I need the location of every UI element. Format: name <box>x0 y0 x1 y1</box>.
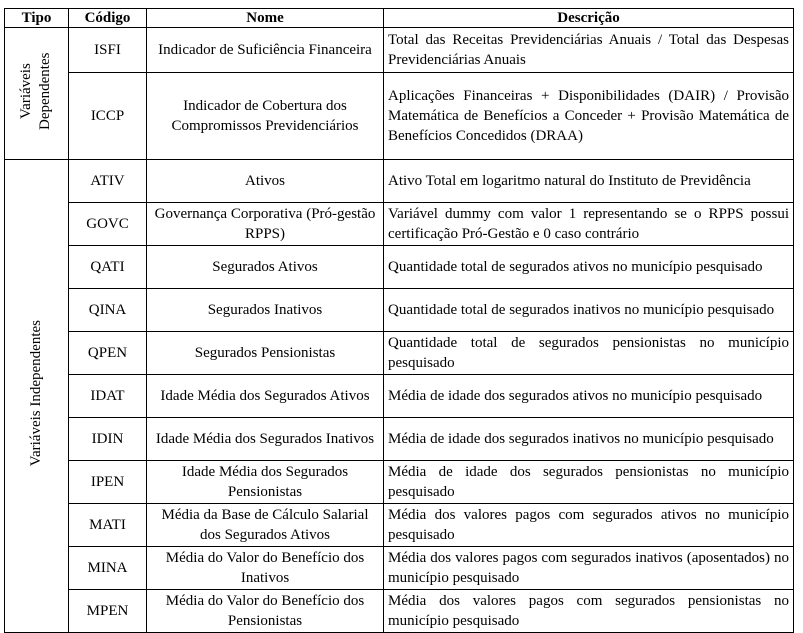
row-code: ISFI <box>69 28 147 73</box>
row-description: Quantidade total de segurados ativos no município pesquisado <box>384 246 794 289</box>
row-description: Quantidade total de segurados inativos no município pesquisado <box>384 289 794 332</box>
group-label-independent <box>5 160 69 633</box>
row-description: Média dos valores pagos com segurados pensionistas no município pesquisado <box>384 590 794 633</box>
row-code: QINA <box>69 289 147 332</box>
table-row <box>5 547 794 590</box>
row-name: Média do Valor do Benefício dos Pensionistas <box>147 590 384 633</box>
row-description: Aplicações Financeiras + Disponibilidades (DAIR) / Provisão Matemática de Benefícios a Conceder + Provisão Matemática de Benefícios Concedidos (DRAA) <box>384 73 794 160</box>
row-code: QPEN <box>69 332 147 375</box>
row-description: Média de idade dos segurados inativos no município pesquisado <box>384 418 794 461</box>
row-name: Segurados Inativos <box>147 289 384 332</box>
group-label-independent-text: Variáveis Independentes <box>28 319 44 467</box>
row-code: MINA <box>69 547 147 590</box>
row-name: Média do Valor do Benefício dos Inativos <box>147 547 384 590</box>
row-name: Segurados Ativos <box>147 246 384 289</box>
table-row <box>5 332 794 375</box>
header-tipo: Tipo <box>5 9 69 28</box>
row-code: QATI <box>69 246 147 289</box>
table-row <box>5 504 794 547</box>
table-row <box>5 246 794 289</box>
table-row <box>5 418 794 461</box>
row-name: Média da Base de Cálculo Salarial dos Segurados Ativos <box>147 504 384 547</box>
row-name: Indicador de Cobertura dos Compromissos Previdenciários <box>147 73 384 160</box>
row-code: IPEN <box>69 461 147 504</box>
row-name: Idade Média dos Segurados Ativos <box>147 375 384 418</box>
header-nome: Nome <box>147 9 384 28</box>
table-row <box>5 203 794 246</box>
table-row <box>5 375 794 418</box>
row-code: GOVC <box>69 203 147 246</box>
table-row <box>5 73 794 160</box>
header-descricao: Descrição <box>384 9 794 28</box>
row-code: MATI <box>69 504 147 547</box>
row-code: ICCP <box>69 73 147 160</box>
row-name: Indicador de Suficiência Financeira <box>147 28 384 73</box>
group-label-dependent <box>5 28 69 160</box>
row-code: ATIV <box>69 160 147 203</box>
row-description: Média de idade dos segurados ativos no município pesquisado <box>384 375 794 418</box>
row-code: MPEN <box>69 590 147 633</box>
row-name: Idade Média dos Segurados Inativos <box>147 418 384 461</box>
row-code: IDIN <box>69 418 147 461</box>
row-description: Média dos valores pagos com segurados ativos no município pesquisado <box>384 504 794 547</box>
table-row <box>5 461 794 504</box>
header-codigo: Código <box>69 9 147 28</box>
table-row <box>5 28 794 73</box>
row-name: Idade Média dos Segurados Pensionistas <box>147 461 384 504</box>
row-name: Governança Corporativa (Pró-gestão RPPS) <box>147 203 384 246</box>
variables-table <box>4 8 794 633</box>
table-row <box>5 590 794 633</box>
row-description: Variável dummy com valor 1 representando se o RPPS possui certificação Pró-Gestão e 0 caso contrário <box>384 203 794 246</box>
row-code: IDAT <box>69 375 147 418</box>
row-description: Total das Receitas Previdenciárias Anuais / Total das Despesas Previdenciárias Anuais <box>384 28 794 73</box>
row-name: Ativos <box>147 160 384 203</box>
row-description: Quantidade total de segurados pensionistas no município pesquisado <box>384 332 794 375</box>
row-name: Segurados Pensionistas <box>147 332 384 375</box>
row-description: Média dos valores pagos com segurados inativos (aposentados) no município pesquisado <box>384 547 794 590</box>
table-row <box>5 160 794 203</box>
table-row <box>5 289 794 332</box>
row-description: Ativo Total em logaritmo natural do Instituto de Previdência <box>384 160 794 203</box>
header-row <box>5 9 794 28</box>
group-label-dependent-text: Variáveis Dependentes <box>17 51 53 130</box>
row-description: Média de idade dos segurados pensionistas no município pesquisado <box>384 461 794 504</box>
